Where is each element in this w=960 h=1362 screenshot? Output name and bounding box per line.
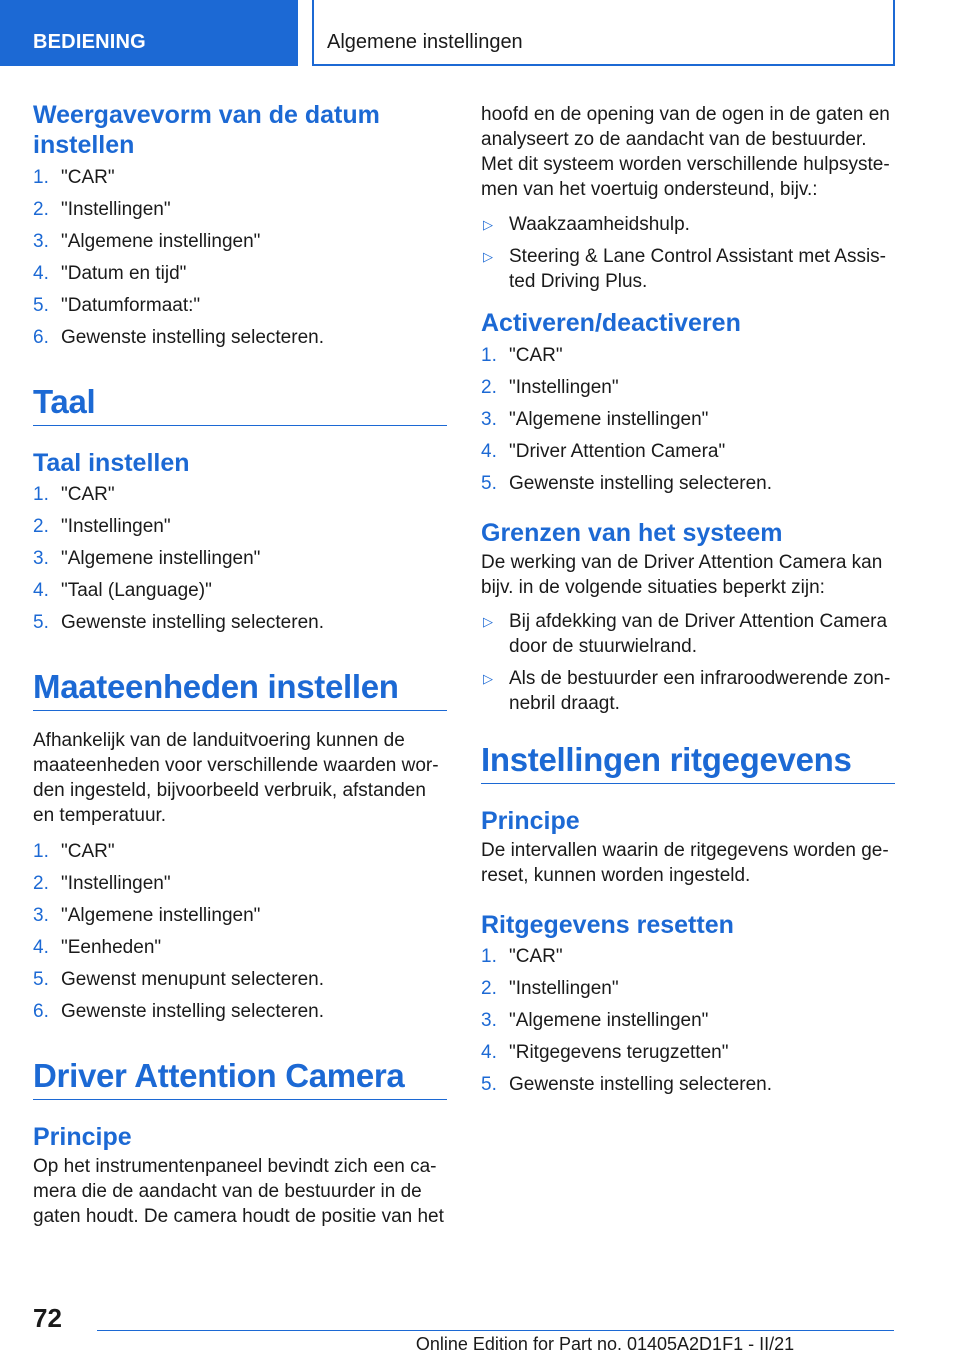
step-item <box>33 483 447 515</box>
step-item <box>481 1073 895 1105</box>
step-item <box>33 579 447 611</box>
step-item <box>481 472 895 504</box>
step-item <box>33 166 447 198</box>
bullet-text: Als de bestuurder een infraroodwerende zon-nebril draagt. <box>509 668 891 714</box>
step-number: 4. <box>33 937 49 958</box>
edition-note: Online Edition for Part no. 01405A2D1F1 - II/21 <box>415 1334 795 1354</box>
triangle-right-icon: ▷ <box>483 671 493 686</box>
step-number: 4. <box>481 441 497 462</box>
step-text: Gewenste instelling selecteren. <box>61 612 324 633</box>
step-text: "Algemene instellingen" <box>509 409 709 430</box>
step-number: 6. <box>33 1001 49 1022</box>
dac-title: Driver Attention Camera <box>33 1057 447 1100</box>
step-text: "CAR" <box>509 946 563 967</box>
bullet-item <box>481 666 895 716</box>
triangle-right-icon: ▷ <box>483 249 493 264</box>
step-text: "Instellingen" <box>61 199 171 220</box>
dac-support-list <box>481 212 895 294</box>
step-item <box>33 230 447 262</box>
step-number: 4. <box>33 580 49 601</box>
right-column <box>481 100 895 1105</box>
units-steps <box>33 840 447 1032</box>
step-text: "Algemene instellingen" <box>61 905 261 926</box>
dac-continued-text: hoofd en de opening van de ogen in de gaten en analyseert zo de aandacht van de bestuurder. Met dit systeem worden verschillende hulpsyste-men van het voertuig ondersteund, bijv.: <box>481 104 890 200</box>
limits-text: De werking van de Driver Attention Camera kan bijv. in de volgende situaties beperkt zijn: <box>481 552 883 598</box>
trip-reset-steps <box>481 945 895 1105</box>
units-text: Afhankelijk van de landuitvoering kunnen de maateenheden voor verschillende waarden wor-den ingesteld, bijvoorbeeld verbruik, afstanden en temperatuur. <box>33 730 439 826</box>
step-number: 5. <box>33 295 49 316</box>
step-item <box>33 936 447 968</box>
taal-steps <box>33 483 447 643</box>
step-text: "Instellingen" <box>509 978 619 999</box>
step-number: 1. <box>481 946 497 967</box>
step-number: 5. <box>481 473 497 494</box>
step-item <box>481 977 895 1009</box>
date-format-heading: Weergavevorm van de datum instellen <box>33 101 380 159</box>
bullet-item <box>481 609 895 659</box>
step-number: 6. <box>33 327 49 348</box>
step-item <box>33 198 447 230</box>
bullet-text: Waakzaamheidshulp. <box>509 214 690 235</box>
step-text: Gewenste instelling selecteren. <box>509 1074 772 1095</box>
bullet-text: Bij afdekking van de Driver Attention Camera door de stuurwielrand. <box>509 611 888 657</box>
taal-heading: Taal instellen <box>33 449 190 477</box>
step-number: 1. <box>33 167 49 188</box>
step-text: "Ritgegevens terugzetten" <box>509 1042 729 1063</box>
step-number: 2. <box>33 516 49 537</box>
step-number: 3. <box>33 231 49 252</box>
trip-principe-heading: Principe <box>481 807 580 835</box>
step-item <box>481 344 895 376</box>
activate-steps <box>481 344 895 504</box>
step-item <box>33 840 447 872</box>
chapter-title: Algemene instellingen <box>327 31 523 53</box>
bullet-item <box>481 244 895 294</box>
step-item <box>481 408 895 440</box>
step-number: 1. <box>33 484 49 505</box>
units-title: Maateenheden instellen <box>33 668 447 711</box>
step-number: 2. <box>33 199 49 220</box>
bullet-text: Steering & Lane Control Assistant met Assis-ted Driving Plus. <box>509 246 887 292</box>
step-text: "Taal (Language)" <box>61 580 212 601</box>
step-number: 2. <box>481 377 497 398</box>
date-steps <box>33 166 447 358</box>
step-item <box>33 904 447 936</box>
step-number: 3. <box>33 548 49 569</box>
step-text: "CAR" <box>61 167 115 188</box>
step-text: "Datum en tijd" <box>61 263 187 284</box>
triangle-right-icon: ▷ <box>483 614 493 629</box>
step-number: 1. <box>481 345 497 366</box>
dac-principe-text: Op het instrumentenpaneel bevindt zich een ca-mera die de aandacht van de bestuurder in de gaten houdt. De camera houdt de positie van het <box>33 1156 444 1227</box>
step-item <box>33 294 447 326</box>
trip-reset-heading: Ritgegevens resetten <box>481 911 734 939</box>
step-number: 1. <box>33 841 49 862</box>
footer-divider <box>97 1330 894 1331</box>
step-item <box>33 968 447 1000</box>
step-text: Gewenste instelling selecteren. <box>61 1001 324 1022</box>
section-tab: BEDIENING <box>0 0 298 66</box>
step-text: "Instellingen" <box>61 516 171 537</box>
step-number: 3. <box>481 409 497 430</box>
bullet-item <box>481 212 895 237</box>
taal-title: Taal <box>33 383 447 426</box>
step-text: Gewenste instelling selecteren. <box>509 473 772 494</box>
step-item <box>33 515 447 547</box>
trip-principe-text: De intervallen waarin de ritgegevens worden ge-reset, kunnen worden ingesteld. <box>481 840 889 886</box>
step-text: "Instellingen" <box>61 873 171 894</box>
step-item <box>481 1041 895 1073</box>
step-number: 5. <box>33 612 49 633</box>
step-item <box>33 547 447 579</box>
step-number: 4. <box>481 1042 497 1063</box>
step-text: "CAR" <box>61 841 115 862</box>
step-item <box>481 376 895 408</box>
limits-list <box>481 609 895 716</box>
triangle-right-icon: ▷ <box>483 217 493 232</box>
step-number: 2. <box>481 978 497 999</box>
step-text: "Algemene instellingen" <box>509 1010 709 1031</box>
step-number: 3. <box>33 905 49 926</box>
step-text: Gewenst menupunt selecteren. <box>61 969 324 990</box>
activate-heading: Activeren/deactiveren <box>481 309 741 337</box>
step-text: "Datumformaat:" <box>61 295 201 316</box>
left-column <box>33 100 447 1229</box>
step-item <box>481 440 895 472</box>
step-text: "Algemene instellingen" <box>61 231 261 252</box>
limits-heading: Grenzen van het systeem <box>481 519 783 547</box>
step-text: "CAR" <box>509 345 563 366</box>
step-number: 5. <box>481 1074 497 1095</box>
step-item <box>33 262 447 294</box>
step-item <box>33 1000 447 1032</box>
step-text: "Driver Attention Camera" <box>509 441 726 462</box>
trip-title: Instellingen ritgegevens <box>481 741 895 784</box>
step-number: 2. <box>33 873 49 894</box>
page-header <box>0 0 960 66</box>
step-text: "CAR" <box>61 484 115 505</box>
page-number: 72 <box>33 1303 62 1333</box>
step-item <box>33 611 447 643</box>
step-text: "Instellingen" <box>509 377 619 398</box>
step-item <box>481 945 895 977</box>
dac-principe-heading: Principe <box>33 1123 132 1151</box>
step-text: Gewenste instelling selecteren. <box>61 327 324 348</box>
step-number: 5. <box>33 969 49 990</box>
step-number: 4. <box>33 263 49 284</box>
step-item <box>481 1009 895 1041</box>
step-number: 3. <box>481 1010 497 1031</box>
step-text: "Algemene instellingen" <box>61 548 261 569</box>
step-item <box>33 872 447 904</box>
step-item <box>33 326 447 358</box>
step-text: "Eenheden" <box>61 937 162 958</box>
